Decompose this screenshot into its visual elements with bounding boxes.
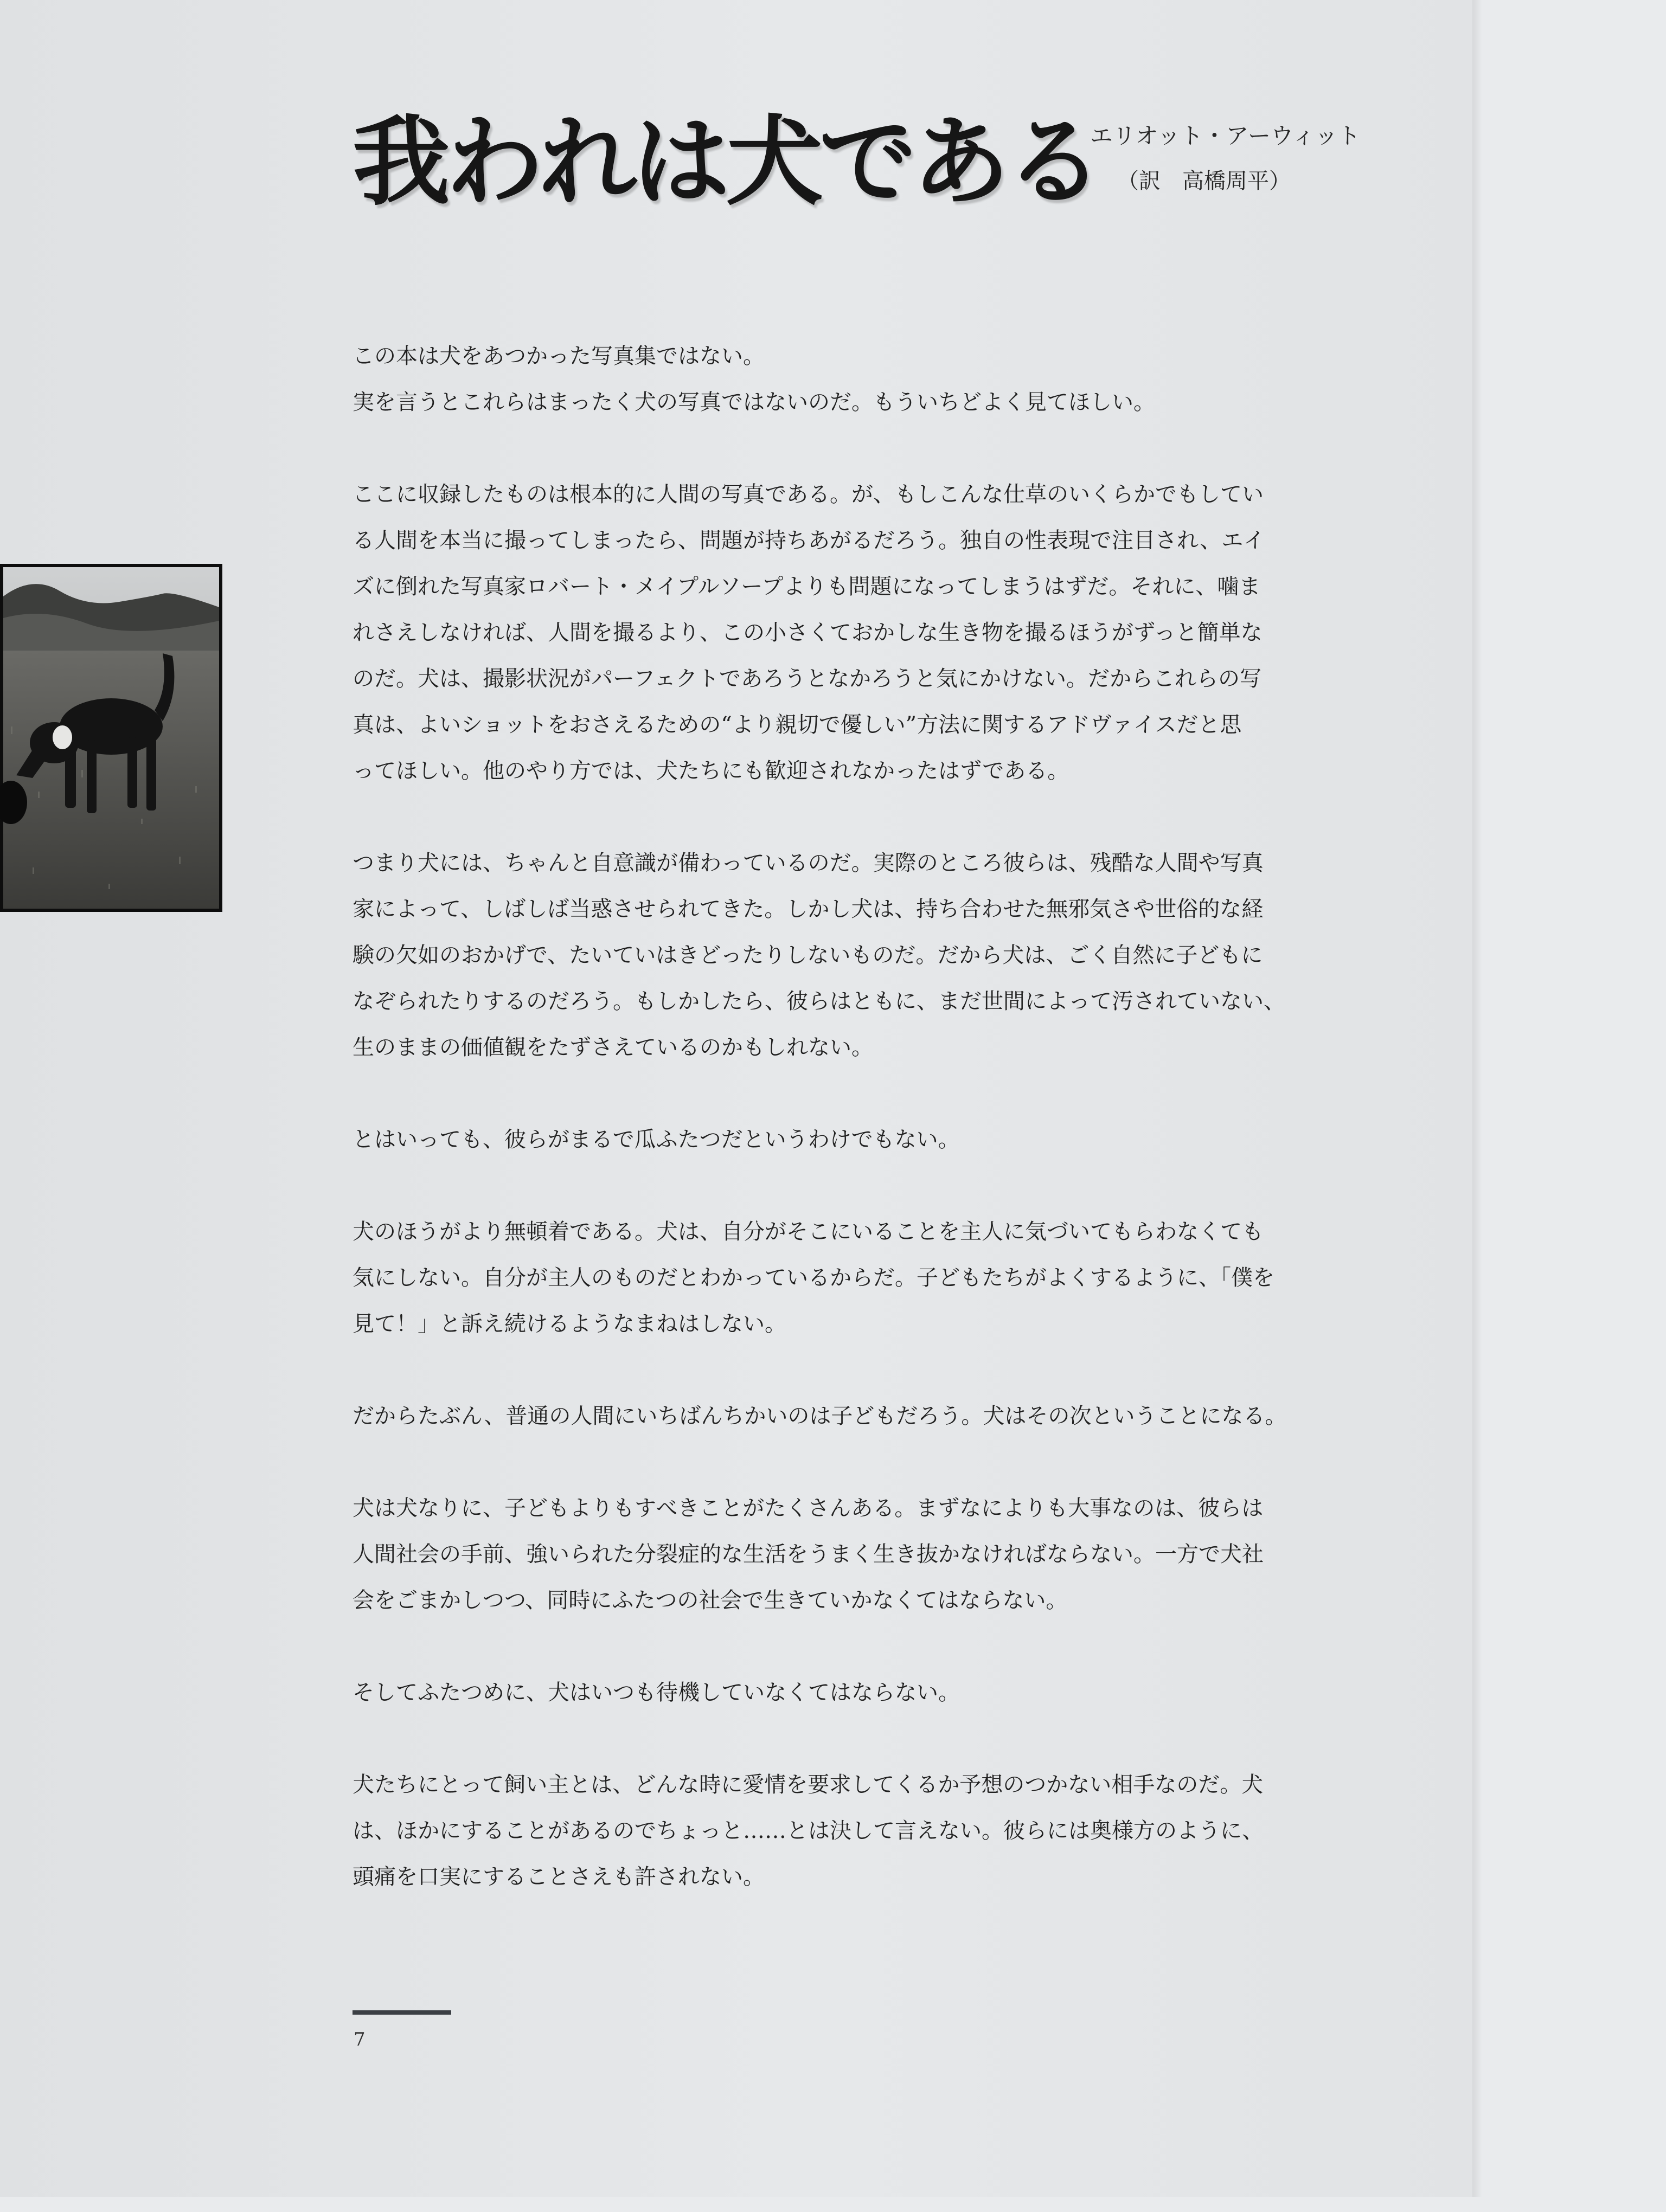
paragraph-gap xyxy=(353,1347,1340,1393)
paragraph-gap xyxy=(353,1163,1340,1209)
paragraph-gap xyxy=(353,1716,1340,1762)
paragraph-gap xyxy=(353,426,1340,472)
paragraph-1: この本は犬をあつかった写真集ではない。 実を言うとこれらはまったく犬の写真ではないのだ。もういちどよく見てほしい。 xyxy=(353,344,1155,415)
page-number: 7 xyxy=(354,2029,366,2050)
paragraph-5: 犬のほうがより無頓着である。犬は、自分がそこにいることを主人に気づいてもらわなくても 気にしない。自分が主人のものだとわかっているからだ。子どもたちがよくするように、「僕を 見て！」と訴え続けるようなまねはしない。 xyxy=(353,1219,1274,1336)
paragraph-9: 犬たちにとって飼い主とは、どんな時に愛情を要求してくるか予想のつかない相手なのだ。犬 は、ほかにすることがあるのでちょっと……とは決して言えない。彼らには奥様方のように、 頭痛を口実にすることさえも許されない。 xyxy=(353,1772,1264,1889)
article-title: 我われは犬である xyxy=(353,106,1099,219)
dog-photo-image xyxy=(0,564,222,912)
paragraph-gap xyxy=(353,794,1340,840)
author-name: エリオット・アーウィット xyxy=(1090,123,1361,149)
paragraph-7: 犬は犬なりに、子どもよりもすべきことがたくさんある。まずなによりも大事なのは、彼らは 人間社会の手前、強いられた分裂症的な生活をうまく生き抜かなければならない。一方で犬社 会をごまかしつつ、同時にふたつの社会で生きていかなくてはならない。 xyxy=(353,1496,1264,1613)
paragraph-3: つまり犬には、ちゃんと自意識が備わっているのだ。実際のところ彼らは、残酷な人間や写真 家によって、しばしば当惑させられてきた。しかし犬は、持ち合わせた無邪気さや世俗的な経 験の欠如のおかげで、たいていはきどったりしないものだ。だから犬は、ごく自然に子どもに なぞられたりするのだろう。もしかしたら、彼らはともに、まだ世間によって汚されていない、 生のままの価値観をたずさえているのかもしれない。 xyxy=(353,851,1285,1060)
paragraph-8: そしてふたつめに、犬はいつも待機していなくてはならない。 xyxy=(353,1680,960,1705)
page-edge-shadow xyxy=(1472,0,1482,2197)
footer-rule xyxy=(353,2010,451,2015)
dog-photograph xyxy=(0,564,222,912)
paragraph-6: だからたぶん、普通の人間にいちばんちかいのは子どもだろう。犬はその次ということになる。 xyxy=(353,1404,1287,1429)
translator-credit: （訳 高橋周平） xyxy=(1117,169,1291,194)
article-body xyxy=(353,333,1340,1900)
paragraph-gap xyxy=(353,1439,1340,1486)
paragraph-4: とはいっても、彼らがまるで瓜ふたつだというわけでもない。 xyxy=(353,1127,960,1152)
paragraph-2: ここに収録したものは根本的に人間の写真である。が、もしこんな仕草のいくらかでもしてい る人間を本当に撮ってしまったら、問題が持ちあがるだろう。独自の性表現で注目され、エイ ズに倒れた写真家ロバート・メイプルソープよりも問題になってしまうはずだ。それに、噛ま れさえしなければ、人間を撮るより、この小さくておかしな生き物を撮るほうがずっと簡単な のだ。犬は、撮影状況がパーフェクトであろうとなかろうと気にかけない。だからこれらの写 真は、よいショットをおさえるための“より親切で優しい”方法に関するアドヴァイスだと思 ってほしい。他のやり方では、犬たちにも歓迎されなかったはずである。 xyxy=(353,482,1265,783)
paragraph-gap xyxy=(353,1624,1340,1670)
paragraph-gap xyxy=(353,1071,1340,1117)
